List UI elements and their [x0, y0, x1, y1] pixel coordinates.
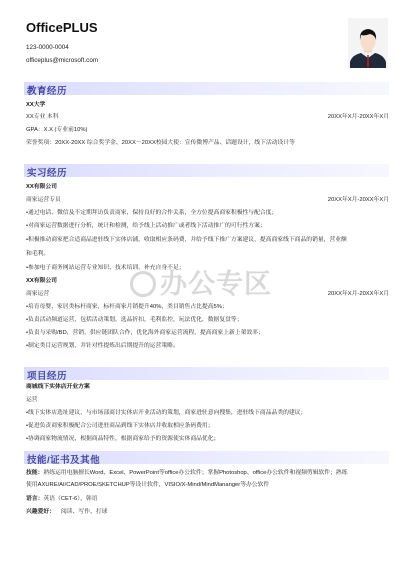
project-role: 运营: [26, 397, 38, 403]
hobby-line: [26, 508, 107, 516]
project-bullet: •线下实体店选址建议，与市场部商讨实体店开业活动的策划，商家进驻意向搜集，进驻线下商品品类的建议；: [26, 410, 307, 416]
job1-bullet: •对商家运营数据进行分析，统计和检测，给予线上活动推广或者线下活动推广的可行性方案；: [26, 223, 266, 229]
honors: 荣誉奖项：20XX-20XX 综合奖学金、20XX－20XX校园大使：宣传微博产品、话题设计，线下活动设计等: [26, 140, 295, 146]
job1-company: XX有限公司: [26, 184, 57, 190]
skills-text-continued: 使用AXURE/AI/CAD/PROE/SKETCHUP等设计软件，VISIO/X-Mind/MindMananger等办公软件: [26, 482, 270, 488]
gpa: GPA：X.X (专业前10%): [26, 127, 88, 133]
skills-text: 熟练运用电脑擅长Word、Excel、PowerPoint等office办公软件；掌握Photoshop、office办公软件和视频剪辑软件；熟练: [43, 470, 348, 476]
internship-section-header: [24, 164, 389, 177]
profile-photo: [348, 18, 388, 68]
project-title: 项目经历: [27, 371, 68, 382]
project-bullet: •协调商家物流情况，根据商品特性，根据商家给予的资源使实体商品优化；: [26, 436, 220, 442]
job1-bullet: •参加电子商务网站运营专业知识、技术培训，补充自身不足；: [26, 265, 185, 271]
project-section-header: [24, 367, 389, 380]
phone-number: 123-0000-0004: [26, 44, 69, 51]
avatar-icon: [348, 18, 388, 68]
internship-title: 实习经历: [27, 168, 68, 179]
language-line: [26, 495, 98, 503]
job2-role: 商家运营: [26, 291, 50, 297]
skills-title: 技能/证书及其他: [27, 455, 101, 466]
school-name: XX大学: [26, 102, 46, 108]
education-period: 20XX年X月-20XX年X月: [327, 114, 389, 120]
language-text: 英语（CET-6），韩语: [43, 496, 98, 502]
language-label: 语言：: [26, 496, 44, 502]
candidate-name: OfficePLUS: [26, 20, 98, 35]
skills-label: 技能：: [26, 470, 44, 476]
job1-role: 商家运营专员: [26, 197, 61, 203]
project-bullet: •促进负责商家积极配合公司进驻商品到线下实体店并收取相应条码费用；: [26, 423, 214, 429]
skills-section-header: [24, 451, 389, 464]
hobby-label: 兴趣爱好：: [26, 509, 55, 515]
hobby-text: 阅读、写作、打球: [61, 509, 108, 515]
project-name: 商城线下实体店开业方案: [26, 384, 90, 390]
job2-period: 20XX年X月-20XX年X月: [327, 291, 389, 297]
job2-company: XX有限公司: [26, 278, 57, 284]
job1-period: 20XX年X月-20XX年X月: [327, 197, 389, 203]
watermark-text: 办公专区: [160, 269, 272, 299]
email-address: officeplus@microsoft.com: [26, 57, 99, 64]
job1-bullet: •积极推动商家把合适商品进驻线下实体店铺，收取相应条码费，并给予线下推广方案建议，提高商家线下商品的销量，营业额: [26, 237, 347, 243]
job2-bullet: •负责活动频道运营，包括活动策划，选品折扣，毛利监控，玩法优化，数据复盘等；: [26, 317, 243, 323]
watermark: [130, 262, 272, 301]
job1-bullet: •通过电话、微信及不定期拜访负责商家，保持良好的合作关系，全方位提高商家积极性与配合度；: [26, 210, 278, 216]
job2-bullet: •负责与采购/BD，营销，供应链团队合作，优化海外商家运营流程，提高商家上新上架效率；: [26, 330, 264, 336]
education-title: 教育经历: [27, 86, 68, 97]
major: XX专业 本科: [26, 114, 59, 120]
watermark-logo-icon: [130, 271, 156, 297]
education-section-header: [24, 82, 389, 95]
skills-line-1: [26, 469, 348, 477]
job1-bullet: 和毛利。: [26, 251, 50, 257]
job2-bullet: •培育母婴、家居类标杆商家，标杆商家月销提升40%，类目销售占比提高5%；: [26, 304, 228, 310]
job2-bullet: •制定类目运营规划，并针对性提炼出后期提升的运营策略。: [26, 343, 179, 349]
